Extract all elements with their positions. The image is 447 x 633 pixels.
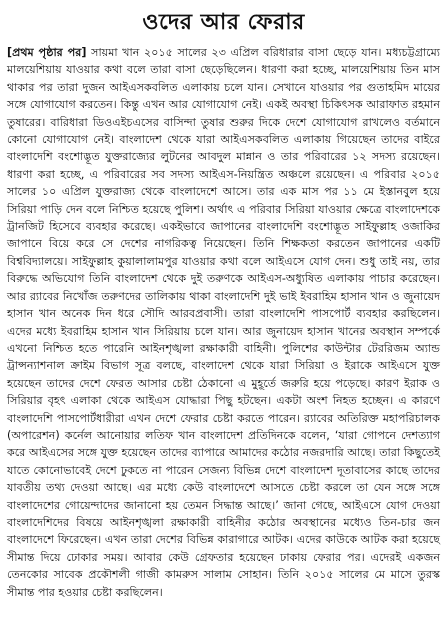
article-body	[7, 44, 440, 601]
article-text: সায়মা খান ২০১৫ সালের ২৩ এপ্রিল বরিধারার বাসা ছেড়ে যান। মধ্যচট্টগ্রাম্যে মালয়েশিয়ায় যাওয়ার কথা বলে তারা বাসা ছেড়েছিলেন। ধারণা করা হচ্ছে, মালয়েশিয়ায় তিন মাস থাকার পর তারা দুজন আইএসকবলিত এলাকায় চলে যান। সেখানে যাওয়ার পর গুতাহমিদ মায়ের সঙ্গে যোগাযোগ করতেন। কিন্তু এখন আর যোগাযোগ নেই। একই অবস্থা চিকিৎসক আরাফাত রহমান তুষারের। বারিধারা ডিওএইচএসের বাসিন্দা তুষার শুরুর দিকে দেশে যোগাযোগ রাখলেও বর্তমানে কোনো যোগাযোগ নেই। বাংলাদেশ থেকে যারা আইএসকবলিত এলাকায় গিয়েছেন তাদের বাইরে বাংলাদেশি বংশোদ্ভূত যুক্তরাজ্যের লুটনের আবদুল মান্নান ও তার পরিবারের ১২ সদস্য রয়েছেন। ধারণা করা হচ্ছে, এ পরিবারের সব সদস্য আইএস-নিয়ন্ত্রিত অঞ্চলে রয়েছেন। এ পরিবার ২০১৫ সালের ১০ এপ্রিল যুক্তরাজ্য থেকে বাংলাদেশে আসে। তার এক মাস পর ১১ মে ইস্তানবুল হয়ে সিরিয়া পাড়ি দেন বলে নিশ্চিত হয়েছে পুলিশ। অর্থাৎ এ পরিবার সিরিয়া যাওয়ার ক্ষেত্রে বাংলাদেশকে ট্রানজিট হিসেবে ব্যবহার করেছে। একইভাবে জাপানের বাংলাদেশি বংশোদ্ভূত সাইফুল্লাহ ওজাকির জাপানে বিয়ে করে সে দেশের নাগরিকত্ব নিয়েছেন। তিনি শিক্ষকতা করতেন জাপানের একটি বিশ্ববিদ্যালয়ে। সাইফুল্লাহ কুয়ালালামপুর যাওয়ার কথা বলে আইএসে যোগ দেন। শুধু তাই নয়, তার বিরুদ্ধে অভিযোগ তিনি বাংলাদেশ থেকে দুই তরুণকে আইএস-অধ্যুষিত এলাকায় পাচার করেছেন। আর র‌্যাবের নিখোঁজ তরুণদের তালিকায় থাকা বাংলাদেশি দুই ভাই ইবরাহিম হাসান খান ও জুনায়েদ হাসান খান অনেক দিন ধরে সৌদি আরবপ্রবাসী। তারা বাংলাদেশি পাসপোর্ট ব্যবহার করছিলেন। এদের মধ্যে ইবরাহিম হাসান খান সিরিয়ায় চলে যান। আর জুনায়েদ হাসান খানের অবস্থান সম্পর্কে এখনো নিশ্চিত হতে পারেনি আইনশৃঙ্খলা রক্ষাকারী বাহিনী। পুলিশের কাউন্টার টেররিজম অ্যান্ড ট্রান্সন্যাশনাল ক্রাইম বিভাগ সূত্র বলছে, বাংলাদেশ থেকে যারা সিরিয়া ও ইরাকে আইএসে যুক্ত হয়েছেন তাদের দেশে ফেরত আসার চেষ্টা ঠেকানো এ মুহূর্তে জরুরি হয়ে পড়েছে। কারণ ইরাক ও সিরিয়ার বৃহৎ এলাকা থেকে আইএস যোদ্ধারা পিছু হটছেন। একটা অংশ নিহত হচ্ছেন। এ কারণে বাংলাদেশি পাসপোর্টধারীরা এখন দেশে ফেরার চেষ্টা করতে পারেন। র‌্যাবের অতিরিক্ত মহাপরিচালক (অপারেশন) কর্নেল আনোয়ার লতিফ খান বাংলাদেশ প্রতিদিনকে বলেন, ‘যারা গোপনে দেশত্যাগ করে আইএসের সঙ্গে যুক্ত হয়েছেন তাদের ব্যাপারে আমাদের কঠোর নজরদারি আছে। তারা কিছুতেই যাতে কোনোভাবেই দেশে ঢুকতে না পারেন সেজন্য বিভিন্ন দেশে বাংলাদেশ দূতাবাসের কাছে তাদের যাবতীয় তথ্য দেওয়া আছে। এর মধ্যে কেউ বাংলাদেশে আসতে চেষ্টা করলে তা যেন সঙ্গে সঙ্গে বাংলাদেশের গোয়েন্দাদের জানানো হয় তেমন সিদ্ধান্ত আছে।’ জানা গেছে, আইএসে যোগ দেওয়া বাংলাদেশিদের বিষয়ে আইনশৃঙ্খলা রক্ষাকারী বাহিনীর কঠোর অবস্থানের মধ্যেও তিন-চার জন বাংলাদেশে ফিরেছেন। এখন তারা দেশের বিভিন্ন কারাগারে আটক। এদের কাউকে আটক করা হয়েছে সীমান্ত দিয়ে ঢোকার সময়। আবার কেউ গ্রেফতার হয়েছেন ঢাকায় ফেরার পর। এদেরই একজন তেনকোর সাবেক প্রকৌশলী গাজী কামরুস সালাম সোহান। তিনি ২০১৫ সালের মে মাসে তুরস্ক সীমান্ত পার হওয়ার চেষ্টা করছিলেন।	[7, 46, 441, 599]
continued-from-label: [প্রথম পৃষ্ঠার পর]	[7, 46, 87, 59]
headline: ওদের আর ফেরার	[142, 10, 305, 35]
